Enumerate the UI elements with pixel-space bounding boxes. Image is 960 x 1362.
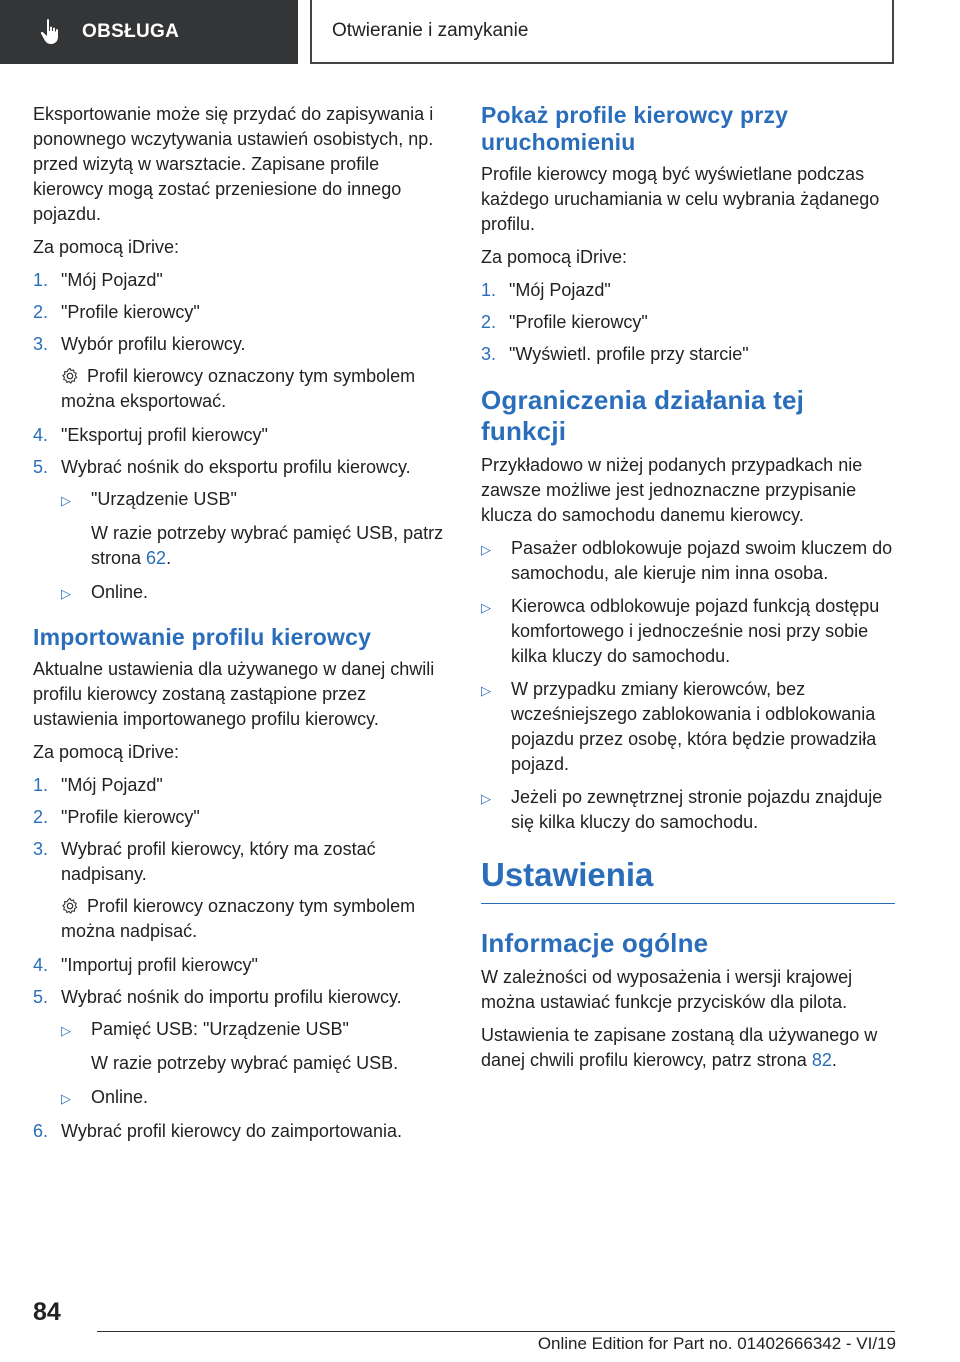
export-intro: Eksportowanie może się przydać do zapisywania i ponownego wczytywania ustawień osobistych, np. przed wizytą w warsztacie. Zapisane profile kierowcy mogą zostać przeniesione do innego pojazdu.: [33, 104, 434, 224]
import-note-text: Profil kierowcy oznaczony tym symbolem można nadpisać.: [61, 896, 416, 941]
bullet-triangle-icon: ▷: [481, 791, 491, 806]
step-text: "Profile kierowcy": [61, 807, 200, 827]
edition-info: Online Edition for Part no. 01402666342 - VI/19: [537, 1334, 896, 1353]
list-item: [33, 268, 445, 293]
list-item: [61, 1017, 445, 1043]
list-item: [481, 785, 895, 835]
list-item: [481, 310, 895, 335]
bullet-text: Online.: [91, 1087, 149, 1107]
ref-punct: .: [831, 1050, 837, 1070]
step-number: 1.: [481, 280, 497, 300]
gear-icon: [61, 897, 79, 915]
bullet-text: Pamięć USB: "Urządzenie USB": [91, 1019, 349, 1039]
list-item: [61, 580, 445, 606]
ref-text: Ustawienia te zapisane zostaną dla używanego w danej chwili profilu kierowcy, patrz strona: [481, 1025, 878, 1070]
left-column: [33, 102, 445, 1151]
step-text: "Eksportuj profil kierowcy": [61, 425, 268, 445]
show-profiles-intro: Profile kierowcy mogą być wyświetlane podczas każdego uruchamiania w celu wybrania żądanego profilu.: [481, 164, 880, 234]
show-profiles-heading: Pokaż profile kierowcy przy uruchomieniu: [481, 102, 789, 155]
export-media-list: [61, 487, 445, 606]
export-steps: [33, 268, 445, 357]
bullet-triangle-icon: ▷: [481, 542, 491, 557]
step-number: 1.: [33, 270, 49, 290]
via-idrive: Za pomocą iDrive:: [33, 742, 180, 762]
bullet-triangle-icon: ▷: [61, 1023, 71, 1038]
export-note: [61, 364, 445, 414]
bullet-text: "Urządzenie USB": [91, 489, 237, 509]
import-intro: Aktualne ustawienia dla używanego w danej chwili profilu kierowcy zostaną zastąpione przez ustawienia importowanego profilu kierowcy.: [33, 659, 435, 729]
list-item: [61, 487, 445, 513]
footer-divider: [97, 1331, 895, 1332]
step-text: "Mój Pojazd": [61, 270, 163, 290]
bullet-text: Pasażer odblokowuje pojazd swoim kluczem do samochodu, ale kieruje nim inna osoba.: [511, 538, 893, 583]
import-note: [61, 894, 445, 944]
bullet-text: W przypadku zmiany kierowców, bez wcześniejszego zablokowania i odblokowania pojazdu przez osobę, która będzie prowadziła pojazd.: [511, 679, 877, 774]
chapter-title: Otwieranie i zamykanie: [332, 20, 529, 41]
list-item: [33, 1119, 445, 1144]
page-link[interactable]: 62: [146, 548, 167, 568]
section-label: OBSŁUGA: [82, 21, 180, 42]
list-item: [33, 773, 445, 798]
limits-list: [481, 536, 895, 835]
chapter-tab: [310, 0, 894, 64]
general-text: W zależności od wyposażenia i wersji krajowej można ustawiać funkcje przycisków dla pilota.: [481, 967, 853, 1012]
list-item: [33, 423, 445, 448]
bullet-triangle-icon: ▷: [481, 683, 491, 698]
list-item: [33, 837, 445, 887]
bullet-triangle-icon: ▷: [61, 493, 71, 508]
step-text: "Mój Pojazd": [509, 280, 611, 300]
hand-pointer-icon: [38, 18, 64, 46]
step-text: Wybrać profil kierowcy, który ma zostać nadpisany.: [61, 839, 376, 884]
step-text: "Mój Pojazd": [61, 775, 163, 795]
step-number: 3.: [33, 839, 49, 859]
general-heading: Informacje ogólne: [481, 928, 709, 958]
list-item: [33, 332, 445, 357]
step-text: "Profile kierowcy": [509, 312, 648, 332]
step-number: 4.: [33, 425, 49, 445]
step-number: 1.: [33, 775, 49, 795]
step-number: 5.: [33, 457, 49, 477]
export-note-text: Profil kierowcy oznaczony tym symbolem można eksportować.: [61, 366, 416, 411]
import-media-list: [61, 1017, 445, 1111]
step-number: 3.: [481, 344, 497, 364]
step-text: Wybór profilu kierowcy.: [61, 334, 246, 354]
step-number: 3.: [33, 334, 49, 354]
import-steps: [33, 773, 445, 887]
step-number: 5.: [33, 987, 49, 1007]
page-link[interactable]: 82: [811, 1050, 832, 1070]
list-item: [33, 300, 445, 325]
right-column: [481, 102, 895, 1081]
list-item: [33, 953, 445, 978]
step-text: "Wyświetl. profile przy starcie": [509, 344, 749, 364]
note-punct: .: [166, 548, 172, 568]
step-text: Wybrać profil kierowcy do zaimportowania.: [61, 1121, 402, 1141]
list-item: [481, 278, 895, 303]
page-number: 84: [33, 1298, 61, 1326]
step-number: 6.: [33, 1121, 49, 1141]
show-profiles-steps: [481, 278, 895, 367]
step-text: "Importuj profil kierowcy": [61, 955, 258, 975]
import-usb-note: W razie potrzeby wybrać pamięć USB.: [91, 1053, 399, 1073]
general-text-ref: [481, 1023, 895, 1073]
via-idrive: Za pomocą iDrive:: [33, 237, 180, 257]
list-item: [61, 1085, 445, 1111]
bullet-text: Kierowca odblokowuje pojazd funkcją dostępu komfortowego i jednocześnie nosi przy sobie kilka kluczy do samochodu.: [511, 596, 880, 666]
step-text: "Profile kierowcy": [61, 302, 200, 322]
limits-intro: Przykładowo w niżej podanych przypadkach nie zawsze możliwe jest jednoznaczne przypisanie klucza do samochodu danemu kierowcy.: [481, 455, 863, 525]
note-text: W razie potrzeby wybrać pamięć USB, patrz strona: [91, 523, 444, 568]
step-number: 2.: [481, 312, 497, 332]
step-text: Wybrać nośnik do eksportu profilu kierowcy.: [61, 457, 411, 477]
step-number: 4.: [33, 955, 49, 975]
list-item: [33, 805, 445, 830]
list-item: [33, 455, 445, 480]
bullet-triangle-icon: ▷: [61, 586, 71, 601]
export-usb-note: [91, 521, 445, 571]
settings-heading: Ustawienia: [481, 855, 895, 904]
gear-icon: [61, 367, 79, 385]
import-heading: Importowanie profilu kierowcy: [33, 624, 372, 650]
list-item: [481, 342, 895, 367]
step-number: 2.: [33, 807, 49, 827]
step-number: 2.: [33, 302, 49, 322]
limits-heading: Ograniczenia działania tej funkcji: [481, 385, 805, 446]
bullet-text: Online.: [91, 582, 149, 602]
section-tab: [0, 0, 298, 64]
list-item: [481, 677, 895, 777]
bullet-text: Jeżeli po zewnętrznej stronie pojazdu znajduje się kilka kluczy do samochodu.: [511, 787, 883, 832]
bullet-triangle-icon: ▷: [481, 600, 491, 615]
bullet-triangle-icon: ▷: [61, 1091, 71, 1106]
list-item: [33, 985, 445, 1010]
list-item: [481, 536, 895, 586]
list-item: [481, 594, 895, 669]
via-idrive: Za pomocą iDrive:: [481, 247, 628, 267]
page-header: [0, 0, 960, 66]
step-text: Wybrać nośnik do importu profilu kierowcy.: [61, 987, 402, 1007]
